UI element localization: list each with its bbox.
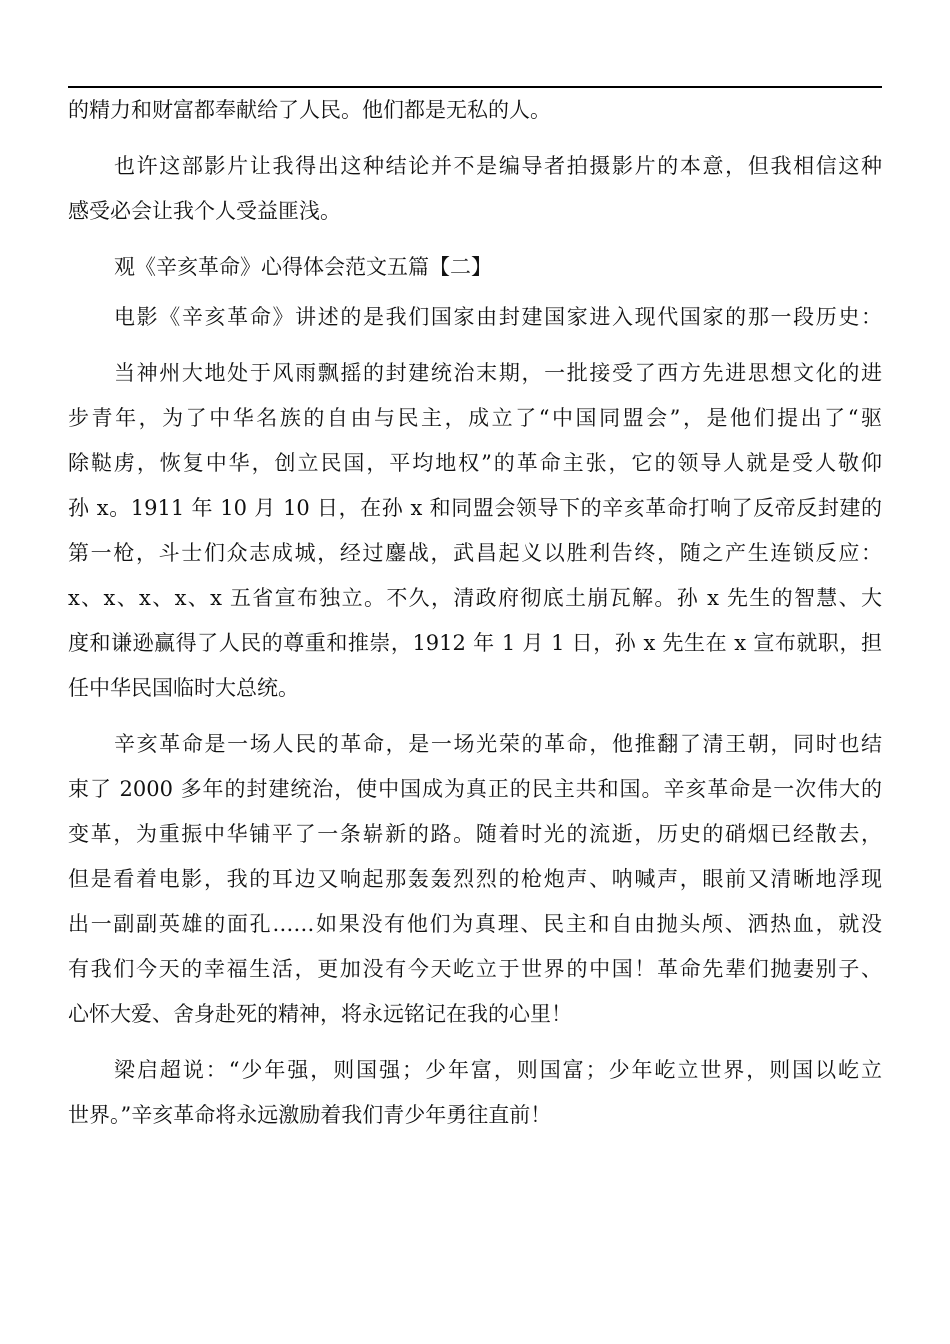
text-line: 辛亥革命是一场人民的革命，是一场光荣的革命，他推翻了清王朝，同时也结 [114, 732, 882, 756]
text-line: 步青年，为了中华名族的自由与民主，成立了“中国同盟会”，是他们提出了“驱 [68, 406, 882, 430]
text-line: 孙 x。1911 年 10 月 10 日，在孙 x 和同盟会领导下的辛亥革命打响了反帝反封建的 [68, 496, 882, 520]
text-line: 世界。”辛亥革命将永远激励着我们青少年勇往直前！ [68, 1103, 552, 1127]
text-line: 感受必会让我个人受益匪浅。 [68, 199, 341, 223]
text-line: 度和谦逊赢得了人民的尊重和推崇，1912 年 1 月 1 日，孙 x 先生在 x 宣布就职，担 [68, 631, 882, 655]
text-line: x、x、x、x、x 五省宣布独立。不久，清政府彻底土崩瓦解。孙 x 先生的智慧、大 [68, 586, 882, 610]
text-line: 变革，为重振中华铺平了一条崭新的路。随着时光的流逝，历史的硝烟已经散去， [68, 822, 882, 846]
text-line: 任中华民国临时大总统。 [68, 676, 299, 700]
text-line: 第一枪，斗士们众志成城，经过鏖战，武昌起义以胜利告终，随之产生连锁反应： [68, 541, 882, 565]
text-line: 当神州大地处于风雨飘摇的封建统治末期，一批接受了西方先进思想文化的进 [114, 361, 882, 385]
text-line: 也许这部影片让我得出这种结论并不是编导者拍摄影片的本意，但我相信这种 [114, 154, 882, 178]
body-text [68, 88, 882, 1138]
section-heading: 观《辛亥革命》心得体会范文五篇【二】 [114, 255, 492, 279]
text-line: 梁启超说：“少年强，则国强；少年富，则国富；少年屹立世界，则国以屹立 [114, 1058, 882, 1082]
text-line: 的精力和财富都奉献给了人民。他们都是无私的人。 [68, 98, 551, 122]
text-line: 除鞑虏，恢复中华，创立民国，平均地权”的革命主张，它的领导人就是受人敬仰 [68, 451, 882, 475]
text-line: 心怀大爱、舍身赴死的精神，将永远铭记在我的心里！ [68, 1002, 572, 1026]
text-line: 出一副副英雄的面孔……如果没有他们为真理、民主和自由抛头颅、洒热血，就没 [68, 912, 882, 936]
text-line: 电影《辛亥革命》讲述的是我们国家由封建国家进入现代国家的那一段历史： [114, 305, 882, 329]
text-line: 但是看着电影，我的耳边又响起那轰轰烈烈的枪炮声、呐喊声，眼前又清晰地浮现 [68, 867, 882, 891]
text-line: 束了 2000 多年的封建统治，使中国成为真正的民主共和国。辛亥革命是一次伟大的 [68, 777, 882, 801]
text-line: 有我们今天的幸福生活，更加没有今天屹立于世界的中国！革命先辈们抛妻别子、 [68, 957, 882, 981]
